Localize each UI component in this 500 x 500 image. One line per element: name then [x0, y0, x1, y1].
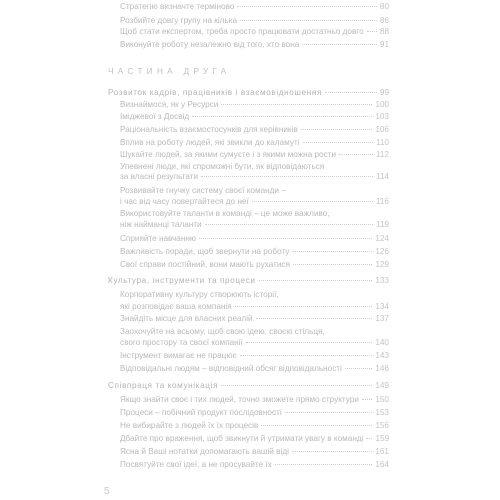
toc-entry-text: Розвивайте гнучку систему своєї команди –	[120, 186, 286, 195]
toc-entry	[120, 395, 389, 405]
toc-entry-page: 116	[375, 197, 389, 206]
dot-leader	[205, 224, 373, 225]
toc-entry-page: 88	[379, 27, 389, 36]
toc-entry	[120, 16, 389, 26]
chapter-heading	[108, 381, 389, 391]
toc-entry	[120, 220, 389, 230]
toc-entry-text: Дбайте про враження, щоб звикнути й утримати увагу в команді	[120, 434, 364, 443]
toc-entry	[120, 434, 389, 444]
dot-leader	[325, 92, 377, 93]
toc-entry	[120, 162, 389, 172]
toc-entry-text: Сприяйте навчанню	[120, 234, 197, 243]
toc-entry	[120, 302, 389, 312]
toc-entry-page: 119	[375, 220, 389, 229]
dot-leader	[366, 438, 372, 439]
chapter-heading-text: Культура, інструменти та процеси	[108, 276, 256, 285]
toc-entry	[120, 27, 389, 37]
toc-entry-page: 137	[375, 314, 389, 323]
toc-entry-text: Посвятуйте свої ідеї, а не просувайте їх	[120, 460, 272, 469]
toc-entry-text: які розповідає ваша компанія	[120, 302, 232, 311]
toc-entry	[120, 447, 389, 457]
toc-entry-page: 156	[375, 421, 389, 430]
dot-leader	[199, 238, 372, 239]
toc-entry-text: Свої справи постійний, вони мають рухатися	[120, 260, 290, 269]
dot-leader	[275, 464, 373, 465]
toc-entry	[120, 247, 389, 257]
dot-leader	[345, 368, 372, 369]
dot-leader	[367, 31, 377, 32]
toc-entry	[120, 460, 389, 470]
toc-entry-page: 140	[375, 338, 389, 347]
chapter-heading	[108, 88, 389, 98]
toc-entry-text: Вплив на роботу людей, які звикли до каламуті	[120, 138, 300, 147]
toc-entry-page: 86	[379, 16, 389, 25]
toc-entry-text: Іміджевої з Досвід	[120, 112, 190, 121]
toc-entry-page: 112	[375, 150, 389, 159]
dot-leader	[237, 6, 376, 7]
dot-leader	[192, 116, 372, 117]
toc-entry-page: 110	[375, 138, 389, 147]
toc-entry-text: Важливість поради, щоб звернути на роботу	[120, 247, 290, 256]
toc-entry	[120, 197, 389, 207]
dot-leader	[221, 385, 372, 386]
toc-entry	[120, 112, 389, 122]
toc-entry-text: Ясна й Ваші нотатки допомагають вашій віді	[120, 447, 289, 456]
dot-leader	[240, 355, 373, 356]
chapter-heading-page: 133	[375, 276, 389, 285]
toc-entry	[120, 100, 389, 110]
dot-leader	[285, 412, 373, 413]
toc-entry	[120, 408, 389, 418]
toc-entry	[120, 421, 389, 431]
toc-entry-page: 134	[375, 302, 389, 311]
toc-entry-page: 129	[375, 260, 389, 269]
part-title: ЧАСТИНА ДРУГА	[108, 66, 231, 76]
toc-entry-text: Не вибирайте з людей їх їх процесів	[120, 421, 259, 430]
toc-entry	[120, 150, 389, 160]
dot-leader	[240, 20, 377, 21]
toc-entry-text: Корпоративну культуру створюють історії,	[120, 290, 279, 299]
toc-entry-text: Упевнені люди, які спроможні бути, як відповідаються	[120, 162, 325, 171]
toc-entry	[120, 314, 389, 324]
toc-entry-page: 161	[375, 447, 389, 456]
toc-entry	[120, 125, 389, 135]
toc-entry-page: 143	[375, 351, 389, 360]
chapter-heading-text: Співпраця та комунікація	[108, 381, 218, 390]
toc-entry-page: 164	[375, 460, 389, 469]
toc-entry-text: ніж найманці таланти	[120, 220, 202, 229]
toc-entry	[120, 234, 389, 244]
dot-leader	[339, 154, 373, 155]
toc-entry	[120, 209, 389, 219]
toc-entry	[120, 290, 389, 300]
toc-entry-text: Раціональність взаємостосунків для керівників	[120, 125, 298, 134]
chapter-heading-page: 99	[379, 88, 389, 97]
toc-entry-text: Процеси – побічний продукт послідовності	[120, 408, 282, 417]
chapter-heading	[108, 276, 389, 286]
page-number: 5	[104, 486, 110, 497]
toc-entry	[120, 338, 389, 348]
toc-entry-text: Щоб стати експертом, треба просто працювати достатньо довго	[120, 27, 364, 36]
toc-entry-page: 106	[375, 125, 389, 134]
toc-entry-text: Інструмент вимагає не працює	[120, 351, 237, 360]
toc-entry-page: 91	[379, 40, 389, 49]
toc-entry-page: 114	[375, 172, 389, 181]
dot-leader	[292, 251, 372, 252]
toc-entry-text: за власні результати	[120, 172, 199, 181]
dot-leader	[252, 201, 373, 202]
toc-entry-text: Виконуйте роботу незалежно від того, хто вона	[120, 40, 300, 49]
toc-entry	[120, 327, 389, 337]
toc-entry-page: 100	[375, 100, 389, 109]
toc-entry-page: 80	[379, 2, 389, 11]
toc-entry-text: Розбийте довгу групу на кілька	[120, 16, 238, 25]
toc-entry-text: Якщо знайти своє і тих людей, точно зможете прямо структури	[120, 395, 359, 404]
toc-entry-page: 153	[375, 408, 389, 417]
dot-leader	[201, 176, 373, 177]
toc-entry	[120, 138, 389, 148]
dot-leader	[292, 451, 372, 452]
toc-entry-page: 103	[375, 112, 389, 121]
dot-leader	[235, 306, 373, 307]
toc-entry-text: Відповідальні людям – відповідний обсяг відповідальності	[120, 364, 342, 373]
toc-entry-text: Використовуйте таланти в команді – це може важливо,	[120, 209, 330, 218]
dot-leader	[259, 280, 373, 281]
toc-entry-text: і час від часу повертайтеся до неї	[120, 197, 249, 206]
dot-leader	[261, 425, 372, 426]
toc-entry	[120, 186, 389, 196]
toc-entry	[120, 260, 389, 270]
toc-entry-page: 124	[375, 234, 389, 243]
toc-entry-text: свого простору та своєї компанії	[120, 338, 243, 347]
toc-entry-page: 126	[375, 247, 389, 256]
dot-leader	[293, 264, 372, 265]
toc-entry-text: Заохочуйте на всьому, щоб свою ідею, своєю стільця,	[120, 327, 325, 336]
toc-entry-page: 159	[375, 434, 390, 443]
toc-entry-text: Стратегію визначте терміново	[120, 2, 235, 11]
dot-leader	[303, 142, 373, 143]
chapter-heading-text: Розвиток кадрів, працівників і взаємовідношення	[108, 88, 323, 97]
dot-leader	[256, 318, 373, 319]
dot-leader	[301, 129, 373, 130]
toc-entry-text: Знайдіть місце для власних реалій	[120, 314, 253, 323]
toc-entry-page: 146	[375, 364, 389, 373]
chapter-heading-page: 149	[375, 381, 389, 390]
dot-leader	[246, 342, 373, 343]
toc-entry	[120, 351, 389, 361]
toc-entry	[120, 364, 389, 374]
toc-entry-text: Визнаймося, як у Ресурси	[120, 100, 219, 109]
dot-leader	[221, 104, 372, 105]
toc-entry-page: 150	[375, 395, 389, 404]
dot-leader	[302, 44, 377, 45]
dot-leader	[362, 399, 372, 400]
toc-entry-text: Шукайте людей, за якими сумуєте і з якими можна рости	[120, 150, 337, 159]
toc-entry	[120, 2, 389, 12]
toc-entry	[120, 172, 389, 182]
toc-entry	[120, 40, 389, 50]
